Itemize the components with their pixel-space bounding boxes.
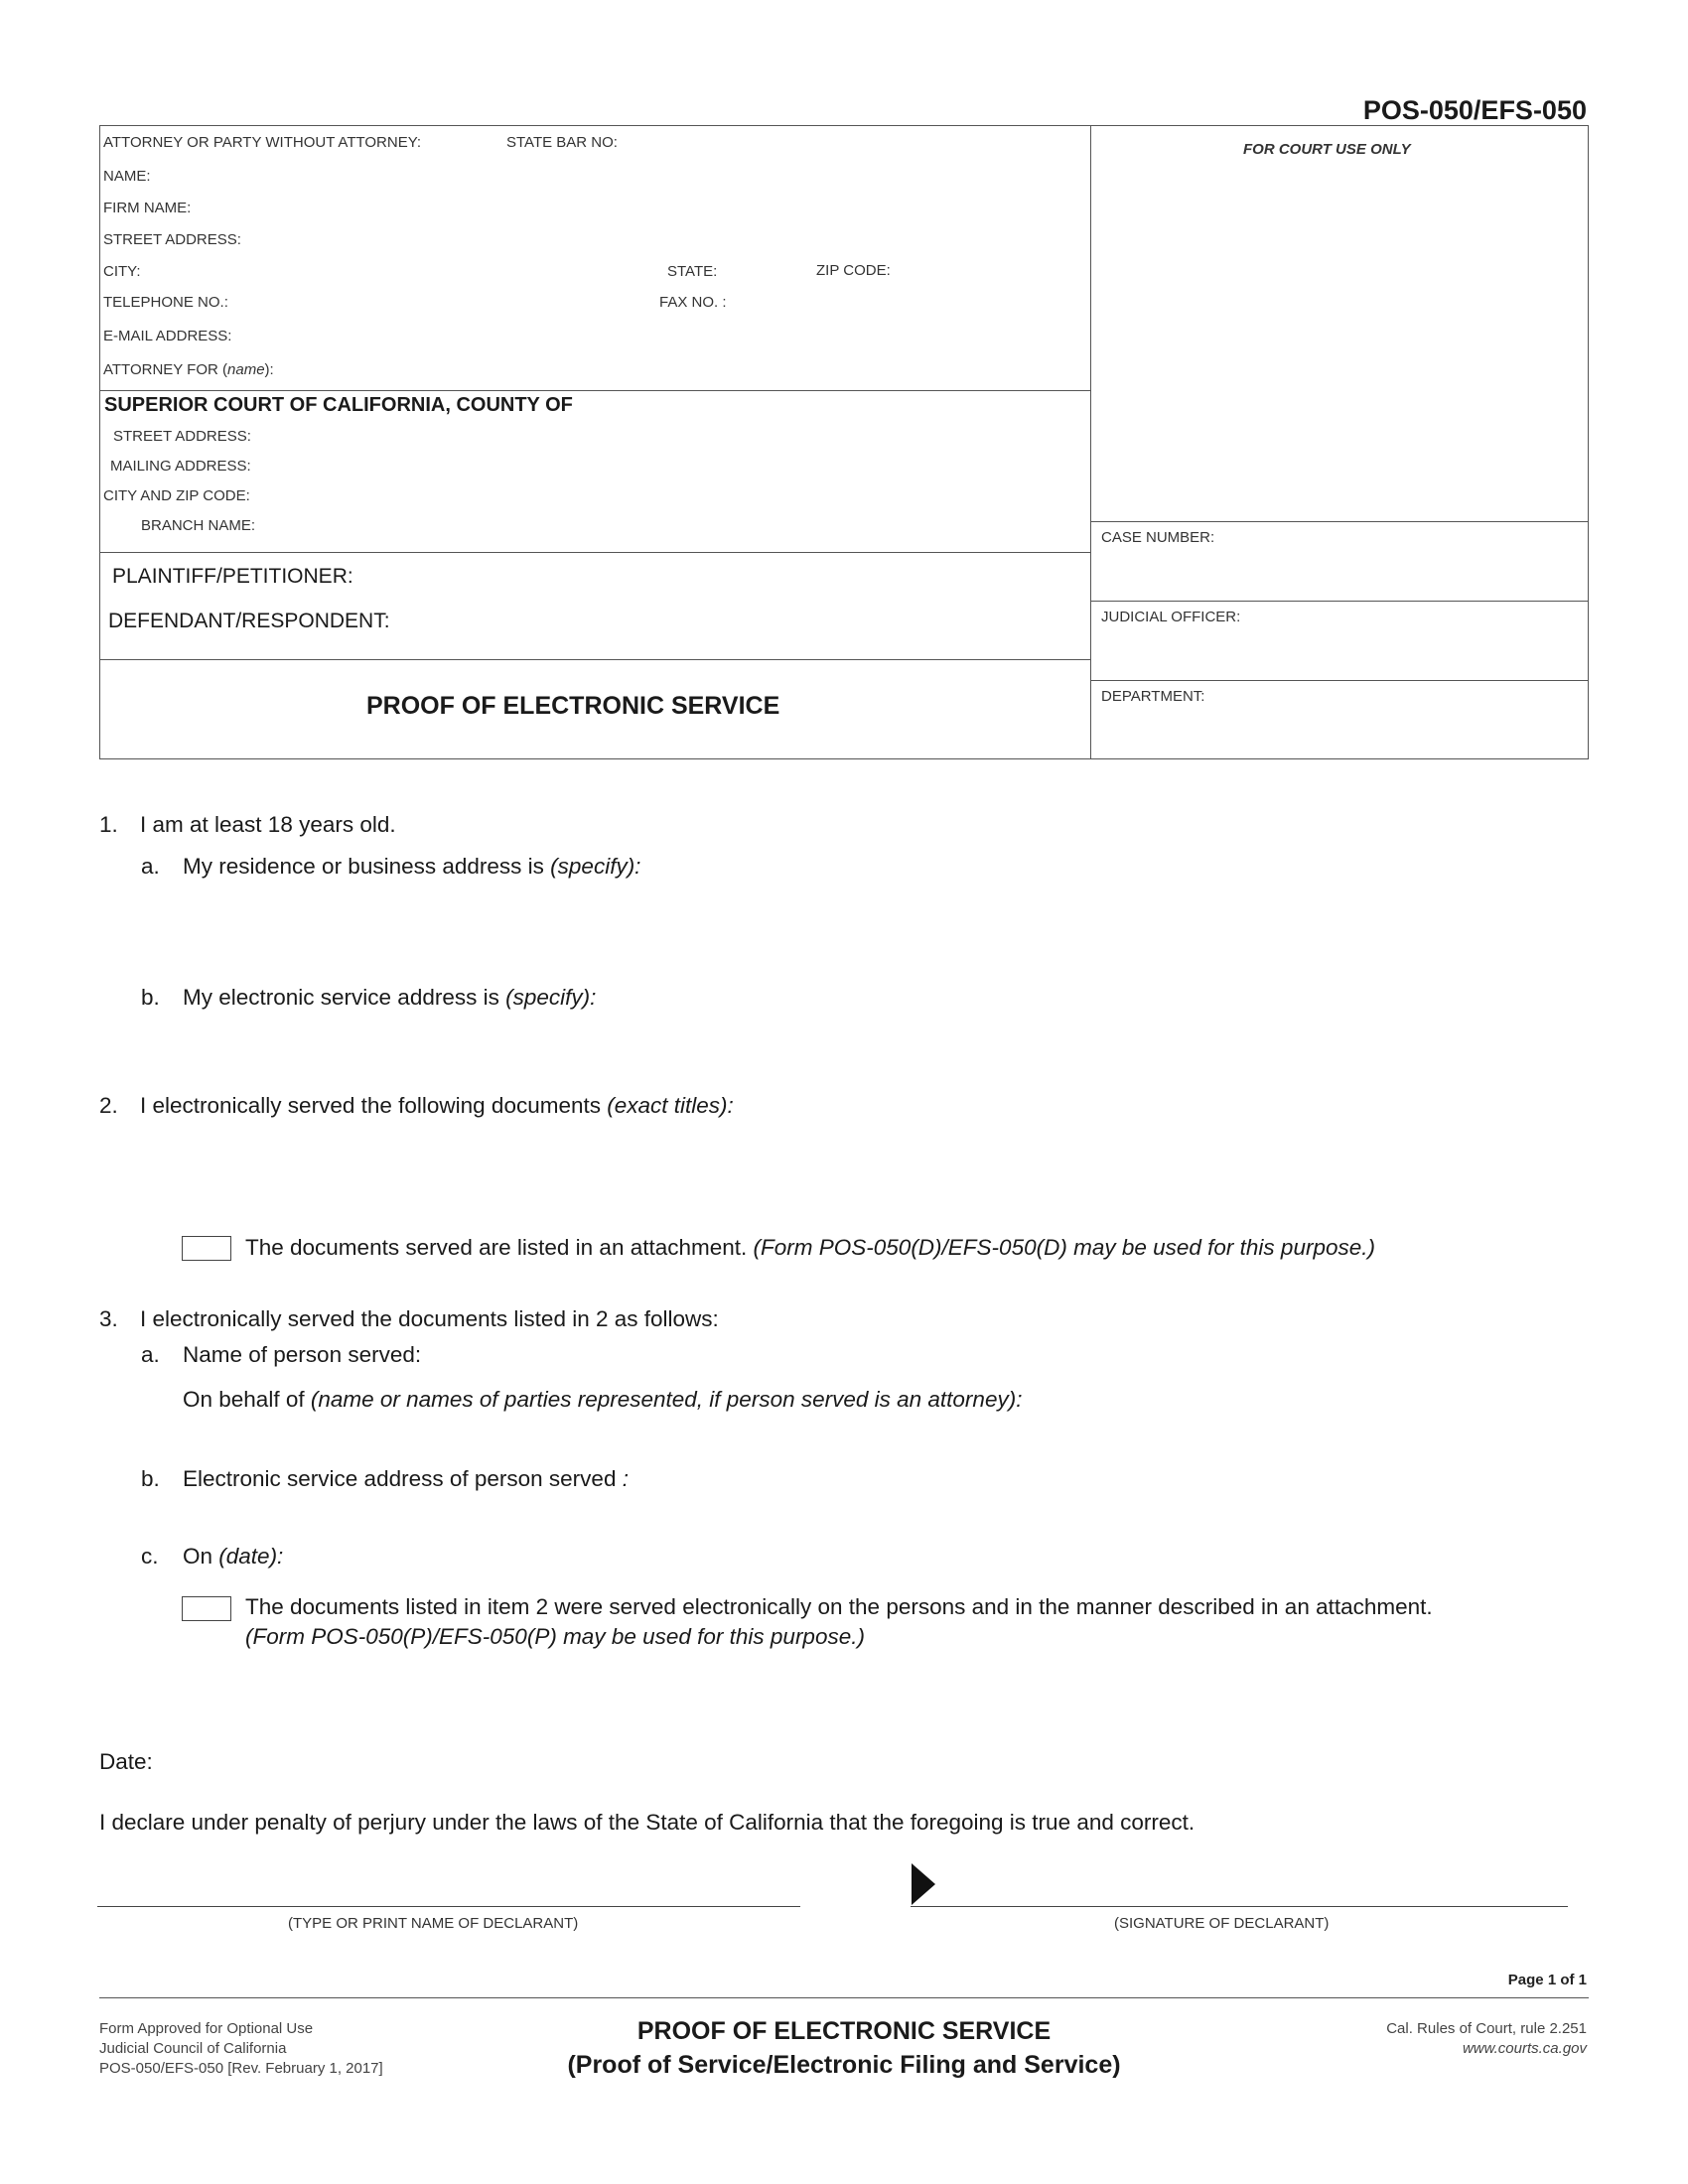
date-label: Date: — [99, 1749, 153, 1774]
form-number: POS-050/EFS-050 — [1362, 95, 1587, 125]
item-3a-behalf-text: On behalf of (name or names of parties represented, if person served is an attorney): — [183, 1387, 1023, 1412]
caption-box — [99, 125, 1589, 759]
page-number: Page 1 of 1 — [1507, 1972, 1587, 1988]
item-1a-text: My residence or business address is (specify): — [183, 854, 641, 879]
item-3-text: I electronically served the documents listed in 2 as follows: — [140, 1306, 719, 1331]
item-1b-text: My electronic service address is (specify): — [183, 985, 597, 1010]
item-2-number: 2. — [99, 1093, 118, 1118]
signature-arrow-icon — [912, 1863, 935, 1905]
city-label: CITY: — [103, 263, 141, 280]
court-use-only-label: FOR COURT USE ONLY — [1243, 141, 1411, 158]
item-3c-attachment-text: The documents listed in item 2 were served electronically on the persons and in the manner described in an attachment. — [245, 1594, 1433, 1619]
caption-divider — [1090, 125, 1091, 759]
footer-rule — [99, 1997, 1589, 1998]
court-mailing-address-label: MAILING ADDRESS: — [110, 458, 251, 475]
item-1a-letter: a. — [141, 854, 160, 879]
item-3c-text: On (date): — [183, 1544, 284, 1569]
form-title: PROOF OF ELECTRONIC SERVICE — [366, 692, 780, 720]
footer-title: PROOF OF ELECTRONIC SERVICE — [636, 2017, 1052, 2045]
documents-attachment-checkbox[interactable] — [182, 1236, 231, 1261]
footer-rule-reference: Cal. Rules of Court, rule 2.251 — [1386, 2020, 1587, 2037]
declarant-signature-line[interactable] — [911, 1906, 1568, 1907]
judicial-officer-divider — [1090, 601, 1589, 602]
footer-subtitle: (Proof of Service/Electronic Filing and Service) — [567, 2051, 1121, 2079]
plaintiff-label: PLAINTIFF/PETITIONER: — [112, 565, 353, 588]
attorney-section-divider — [99, 390, 1090, 391]
department-label: DEPARTMENT: — [1101, 688, 1205, 705]
declarant-signature-caption: (SIGNATURE OF DECLARANT) — [1114, 1915, 1330, 1932]
attorney-for-label: ATTORNEY FOR (name): — [103, 361, 274, 378]
footer-revision-line: POS-050/EFS-050 [Rev. February 1, 2017] — [99, 2060, 383, 2077]
declaration-statement: I declare under penalty of perjury under the laws of the State of California that the foregoing is true and correct. — [99, 1810, 1196, 1835]
item-1b-letter: b. — [141, 985, 160, 1010]
state-label: STATE: — [667, 263, 718, 280]
telephone-label: TELEPHONE NO.: — [103, 294, 228, 311]
fax-label: FAX NO. : — [659, 294, 727, 311]
item-3c-letter: c. — [141, 1544, 159, 1569]
court-city-zip-label: CITY AND ZIP CODE: — [103, 487, 250, 504]
court-section-divider — [99, 552, 1090, 553]
court-name-heading: SUPERIOR COURT OF CALIFORNIA, COUNTY OF — [104, 394, 573, 416]
email-address-label: E-MAIL ADDRESS: — [103, 328, 232, 344]
court-street-address-label: STREET ADDRESS: — [113, 428, 251, 445]
court-branch-name-label: BRANCH NAME: — [141, 517, 256, 534]
footer-website-link[interactable]: www.courts.ca.gov — [1462, 2040, 1587, 2057]
defendant-label: DEFENDANT/RESPONDENT: — [108, 610, 390, 632]
item-3-number: 3. — [99, 1306, 118, 1331]
item-1-text: I am at least 18 years old. — [140, 812, 396, 837]
declarant-name-caption: (TYPE OR PRINT NAME OF DECLARANT) — [288, 1915, 579, 1932]
attorney-or-party-label: ATTORNEY OR PARTY WITHOUT ATTORNEY: — [103, 134, 422, 151]
case-number-divider — [1090, 521, 1589, 522]
item-3a-text: Name of person served: — [183, 1342, 422, 1367]
item-2-text: I electronically served the following documents (exact titles): — [140, 1093, 734, 1118]
footer-approval-line: Form Approved for Optional Use — [99, 2020, 314, 2037]
state-bar-no-label: STATE BAR NO: — [506, 134, 618, 151]
item-2-attachment-text: The documents served are listed in an attachment. (Form POS-050(D)/EFS-050(D) may be used for this purpose.) — [245, 1235, 1375, 1260]
case-number-label: CASE NUMBER: — [1101, 529, 1215, 546]
firm-name-label: FIRM NAME: — [103, 200, 192, 216]
service-attachment-checkbox[interactable] — [182, 1596, 231, 1621]
item-3c-attachment-note: (Form POS-050(P)/EFS-050(P) may be used for this purpose.) — [245, 1624, 865, 1649]
street-address-label: STREET ADDRESS: — [103, 231, 241, 248]
item-3a-letter: a. — [141, 1342, 160, 1367]
judicial-officer-label: JUDICIAL OFFICER: — [1101, 609, 1241, 625]
department-divider — [1090, 680, 1589, 681]
parties-section-divider — [99, 659, 1090, 660]
name-label: NAME: — [103, 168, 151, 185]
item-3b-text: Electronic service address of person served : — [183, 1466, 629, 1491]
footer-council-line: Judicial Council of California — [99, 2040, 287, 2057]
item-1-number: 1. — [99, 812, 118, 837]
item-3b-letter: b. — [141, 1466, 160, 1491]
declarant-name-line[interactable] — [97, 1906, 800, 1907]
zip-code-label: ZIP CODE: — [816, 262, 891, 279]
